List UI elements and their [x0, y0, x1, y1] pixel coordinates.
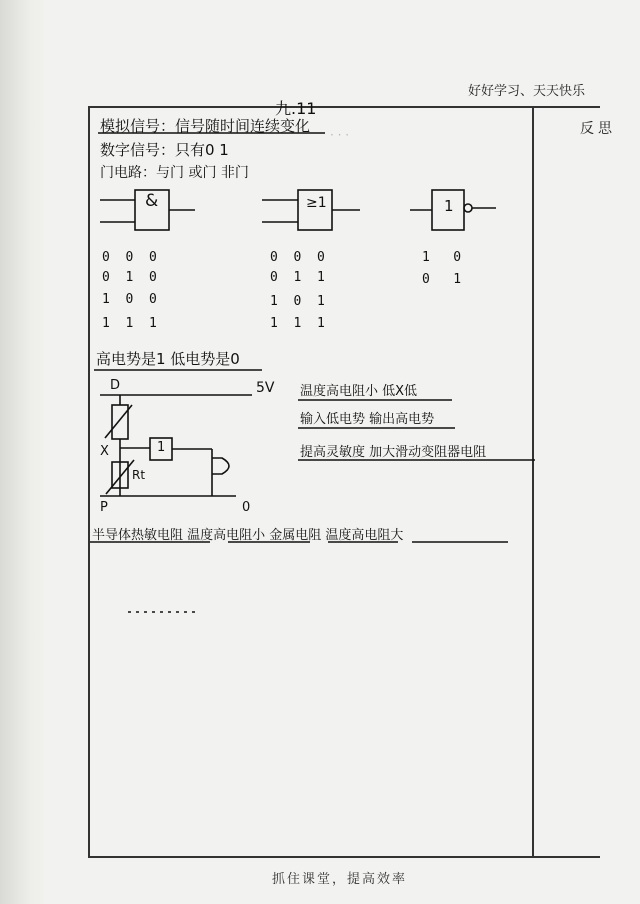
- note-analog-signal: 模拟信号：信号随时间连续变化: [100, 117, 311, 135]
- not-truth-row: 1 0: [422, 250, 462, 265]
- note-date: 九.11: [275, 99, 317, 118]
- and-truth-row: 1 1 1: [102, 316, 157, 331]
- footer-slogan: 抓住课堂，提高效率: [272, 872, 408, 887]
- supply-voltage-label: 5V: [256, 380, 275, 396]
- node-d-label: D: [110, 378, 121, 393]
- not-truth-row: 0 1: [422, 272, 462, 287]
- or-gate-symbol: ≥1: [306, 195, 327, 211]
- note-thermistor-3: 提高灵敏度 加大滑动变阻器电阻: [300, 445, 487, 460]
- note-high-low: 高电势是1 低电势是0: [96, 350, 240, 368]
- and-truth-row: 0 0 0: [102, 250, 157, 265]
- not-gate-symbol: 1: [444, 197, 454, 215]
- inverter-label: 1: [157, 440, 166, 455]
- header-motto: 好好学习、天天快乐: [468, 84, 586, 99]
- note-resistor-types: 半导体热敏电阻 温度高电阻小 金属电阻 温度高电阻大: [92, 528, 404, 543]
- note-digital-signal: 数字信号：只有0 1: [100, 141, 229, 159]
- and-truth-row: 1 0 0: [102, 292, 157, 307]
- thermistor-label: Rt: [132, 468, 146, 482]
- or-truth-row: 1 1 1: [270, 316, 325, 331]
- node-p-label: P: [100, 500, 108, 515]
- note-thermistor-2: 输入低电势 输出高电势: [300, 412, 435, 427]
- or-truth-row: 0 0 0: [270, 250, 325, 265]
- reflection-column-title: 反思: [580, 121, 616, 137]
- note-thermistor-1: 温度高电阻小 低X低: [300, 384, 418, 399]
- or-truth-row: 1 0 1: [270, 294, 325, 309]
- and-truth-row: 0 1 0: [102, 270, 157, 285]
- buzzer-symbol: [212, 458, 229, 474]
- variable-resistor: [112, 405, 128, 439]
- or-truth-row: 0 1 1: [270, 270, 325, 285]
- bottom-value-label: 0: [242, 500, 251, 515]
- bleed-through: · · ·: [330, 128, 350, 142]
- and-gate-symbol: &: [145, 191, 159, 211]
- note-gate-types: 门电路：与门 或门 非门: [100, 165, 249, 181]
- node-x-label: X: [100, 444, 109, 459]
